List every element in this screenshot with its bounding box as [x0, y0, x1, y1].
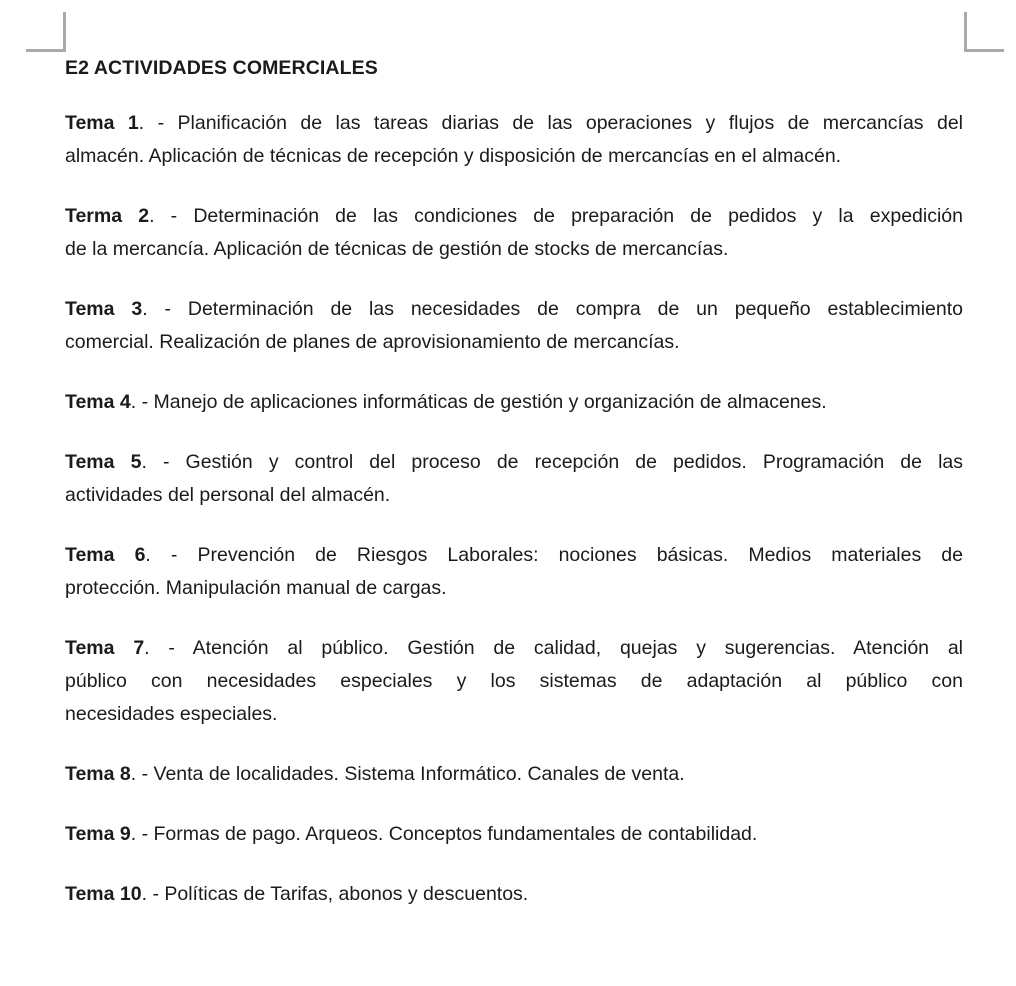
tema-separator: . - — [130, 391, 154, 413]
tema-label: Terma 2 — [65, 205, 150, 227]
tema-text: Gestión y control del proceso de recepción de pedidos. Programación de las — [185, 451, 964, 473]
tema-line: comercial. Realización de planes de aprovisionamiento de mercancías. — [65, 331, 680, 353]
tema-line: necesidades especiales. — [65, 703, 278, 725]
tema-separator: . - — [142, 298, 188, 320]
tema-paragraph — [65, 758, 963, 791]
tema-text: Formas de pago. Arqueos. Conceptos fundamentales de contabilidad. — [153, 823, 758, 845]
tema-line: almacén. Aplicación de técnicas de recepción y disposición de mercancías en el almacén. — [65, 145, 842, 167]
tema-separator: . - — [141, 883, 165, 905]
tema-paragraph — [65, 818, 963, 851]
tema-text: Planificación de las tareas diarias de las operaciones y flujos de mercancías del — [177, 112, 963, 134]
tema-text: Venta de localidades. Sistema Informático. Canales de venta. — [153, 763, 685, 785]
tema-label: Tema 9 — [65, 823, 131, 845]
tema-label: Tema 6 — [65, 544, 146, 566]
tema-line — [65, 293, 963, 326]
tema-text: Políticas de Tarifas, abonos y descuentos. — [164, 883, 529, 905]
tema-line — [65, 758, 963, 791]
tema-text: Manejo de aplicaciones informáticas de gestión y organización de almacenes. — [153, 391, 827, 413]
crop-mark-top-right — [964, 12, 1004, 52]
tema-paragraph — [65, 632, 963, 731]
document-page — [65, 52, 963, 938]
tema-separator: . - — [141, 451, 186, 473]
tema-text: Determinación de las necesidades de compra de un pequeño establecimiento — [187, 298, 964, 320]
tema-paragraph — [65, 878, 963, 911]
tema-label: Tema 1 — [65, 112, 139, 134]
tema-paragraph — [65, 293, 963, 359]
tema-text: Determinación de las condiciones de preparación de pedidos y la expedición — [193, 205, 963, 227]
tema-label: Tema 8 — [65, 763, 131, 785]
tema-label: Tema 4 — [65, 391, 131, 413]
tema-line — [65, 818, 963, 851]
temas-list — [65, 107, 963, 911]
tema-separator: . - — [144, 637, 193, 659]
tema-text: Prevención de Riesgos Laborales: nociones básicas. Medios materiales de — [197, 544, 963, 566]
tema-line: público con necesidades especiales y los sistemas de adaptación al público con — [65, 670, 963, 692]
tema-paragraph — [65, 386, 963, 419]
tema-line: actividades del personal del almacén. — [65, 484, 391, 506]
tema-text: Atención al público. Gestión de calidad, quejas y sugerencias. Atención al — [192, 637, 964, 659]
tema-separator: . - — [149, 205, 194, 227]
tema-line — [65, 386, 963, 419]
tema-line: de la mercancía. Aplicación de técnicas de gestión de stocks de mercancías. — [65, 238, 729, 260]
tema-paragraph — [65, 539, 963, 605]
tema-separator: . - — [138, 112, 178, 134]
tema-line — [65, 446, 963, 479]
tema-paragraph — [65, 200, 963, 266]
tema-separator: . - — [130, 763, 154, 785]
tema-label: Tema 7 — [65, 637, 145, 659]
tema-line — [65, 878, 963, 911]
tema-line — [65, 539, 963, 572]
tema-paragraph — [65, 107, 963, 173]
tema-separator: . - — [130, 823, 154, 845]
tema-label: Tema 5 — [65, 451, 142, 473]
tema-label: Tema 10 — [65, 883, 142, 905]
crop-mark-top-left — [26, 12, 66, 52]
page-title: E2 ACTIVIDADES COMERCIALES — [65, 57, 378, 79]
tema-line — [65, 107, 963, 140]
tema-line: protección. Manipulación manual de cargas. — [65, 577, 447, 599]
tema-line — [65, 200, 963, 233]
tema-line — [65, 632, 963, 665]
tema-separator: . - — [145, 544, 198, 566]
tema-label: Tema 3 — [65, 298, 143, 320]
tema-paragraph — [65, 446, 963, 512]
